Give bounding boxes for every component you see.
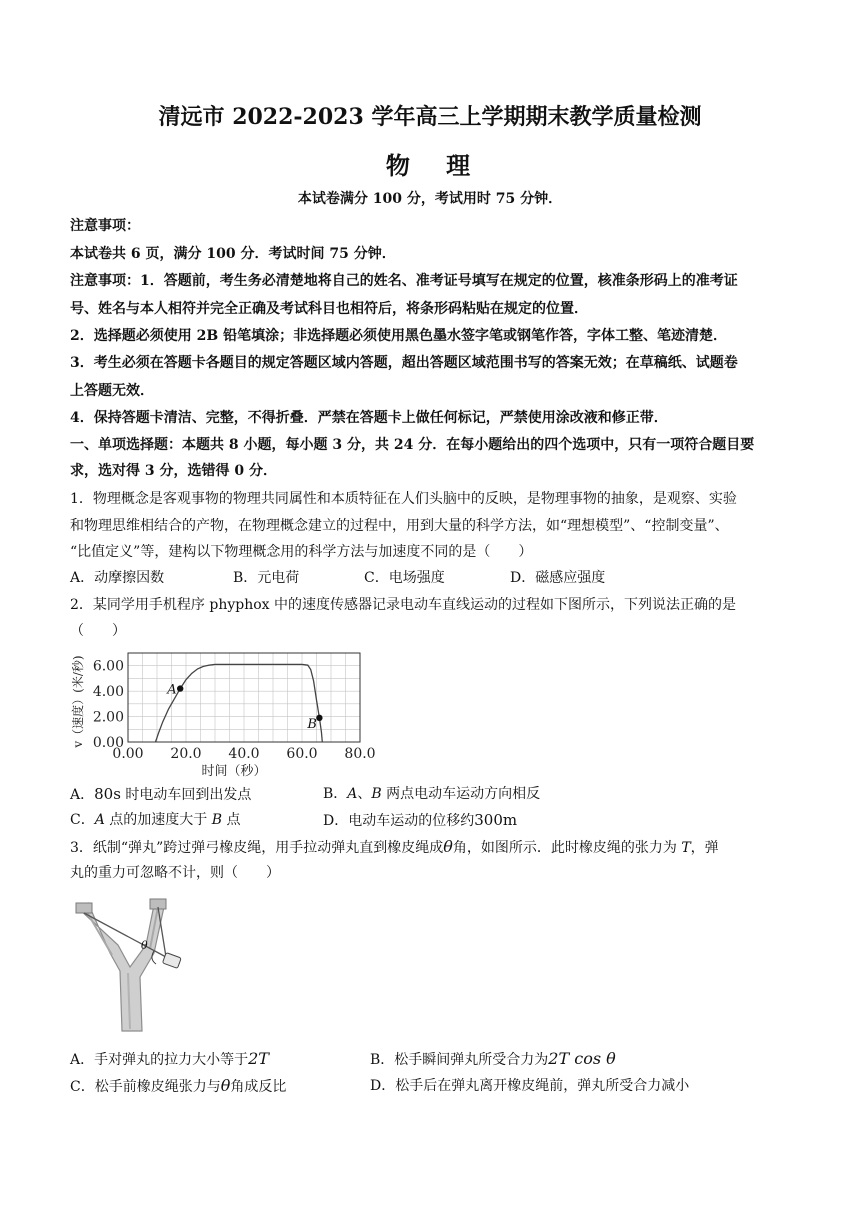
q3-option-c-theta: θ <box>220 1076 231 1095</box>
q2-option-b-text: 两点电动车运动方向相反 <box>381 786 541 802</box>
subject-title: 物 理 <box>385 151 485 180</box>
q2-option-c-point-b: B <box>211 812 223 828</box>
notice-item-2: 2．选择题必须使用 2B 铅笔填涂；非选择题必须使用黑色墨水签字笔或钢笔作答，字体工整、笔迹清楚． <box>70 328 728 344</box>
y-tick-label: 2.00 <box>92 709 124 726</box>
q1-option-a: A．动摩擦因数 <box>70 570 165 586</box>
notice-heading: 注意事项： <box>70 218 140 234</box>
q3-option-d: D．松手后在弹丸离开橡皮绳前，弹丸所受合力减小 <box>370 1078 690 1094</box>
velocity-time-chart-svg <box>70 645 390 780</box>
q3-option-a <box>70 1048 269 1071</box>
q2-option-b <box>323 783 540 805</box>
y-tick-label: 0.00 <box>92 735 124 751</box>
q3-line-1-post: ，弹 <box>690 840 719 856</box>
q3-line-2: 丸的重力可忽略不计，则（ ） <box>70 865 280 881</box>
q3-line-1-mid: 角，如图所示．此时橡皮绳的张力为 <box>452 840 682 856</box>
q3-option-c <box>70 1075 286 1098</box>
velocity-time-chart <box>70 645 390 780</box>
notice-item-4: 4．保持答题卡清洁、完整，不得折叠．严禁在答题卡上做任何标记，严禁使用涂改液和修正带． <box>70 410 668 426</box>
q2-option-d <box>323 809 517 832</box>
q3-option-a-value: 2T <box>248 1049 269 1068</box>
q2-option-c-text: 点 <box>222 812 241 828</box>
q2-option-a <box>70 783 251 806</box>
velocity-series-line <box>156 664 323 742</box>
notice-item-1b: 号、姓名与本人相符并完全正确及考试科目也相符后，将条形码粘贴在规定的位置． <box>70 301 588 317</box>
q3-option-b-value: 2T cos θ <box>548 1049 616 1068</box>
q1-line-3: “比值定义”等，建构以下物理概念用的科学方法与加速度不同的是（ ） <box>70 544 533 560</box>
q2-option-d-value: 300m <box>474 811 518 829</box>
point-a-marker <box>177 685 183 691</box>
point-b-label: B <box>307 716 317 732</box>
y-tick-label: 4.00 <box>92 684 124 701</box>
x-axis-label: 时间（秒） <box>201 764 267 779</box>
exam-title: 清远市 2022-2023 学年高三上学期期末教学质量检测 <box>158 104 702 130</box>
notice-item-3b: 上答题无效． <box>70 383 154 399</box>
q3-theta: θ <box>443 837 453 856</box>
q2-option-a-prefix: A． <box>70 787 95 803</box>
slingshot-figure <box>70 893 200 1035</box>
q3-option-b <box>370 1048 616 1071</box>
q1-line-2: 和物理思维相结合的产物，在物理概念建立的过程中，用到大量的科学方法，如“理想模型”、“控制变量”、 <box>70 518 729 534</box>
q2-option-c-prefix: C． <box>70 812 95 828</box>
q2-line-2: （ ） <box>70 623 126 639</box>
q3-option-c-pre: C．松手前橡皮绳张力与 <box>70 1079 221 1095</box>
q3-option-b-text: B．松手瞬间弹丸所受合力为 <box>370 1052 549 1068</box>
q2-option-b-point-b: B <box>371 786 382 802</box>
exam-note: 本试卷满分 100 分，考试用时 75 分钟． <box>297 191 563 207</box>
notice-item-1a: 注意事项：1．答题前，考生务必清楚地将自己的姓名、准考证号填写在规定的位置，核准条形码上的准考证 <box>70 273 738 289</box>
q2-option-c-point-a: A <box>94 812 105 828</box>
x-tick-label: 60.0 <box>286 746 318 762</box>
x-tick-label: 0.00 <box>112 746 144 762</box>
q2-option-c-mid: 点的加速度大于 <box>104 812 212 828</box>
y-tick-label: 6.00 <box>92 658 124 675</box>
q2-option-a-value: 80s <box>94 785 121 803</box>
q1-option-d: D．磁感应强度 <box>510 570 606 586</box>
x-tick-label: 80.0 <box>344 746 376 762</box>
q3-option-c-post: 角成反比 <box>230 1079 287 1095</box>
q2-option-b-point-a: A <box>347 786 358 802</box>
q1-line-1: 1．物理概念是客观事物的物理共同属性和本质特征在人们头脑中的反映，是物理事物的抽象，是观察、实验 <box>70 491 737 507</box>
q2-option-c <box>70 809 241 831</box>
q1-option-c: C．电场强度 <box>364 570 445 586</box>
q2-option-b-sep: 、 <box>357 786 372 802</box>
point-b-marker <box>316 715 322 721</box>
x-tick-label: 20.0 <box>170 746 202 762</box>
slingshot-illustration <box>70 893 200 1035</box>
q1-option-b: B．元电荷 <box>233 570 300 586</box>
point-a-label: A <box>167 682 177 698</box>
section1-line-2: 求，选对得 3 分，选错得 0 分． <box>70 463 277 479</box>
slingshot-theta-label: θ <box>141 939 148 952</box>
q3-tension-symbol: T <box>681 840 691 856</box>
q3-line-1-pre: 3．纸制“弹丸”跨过弹弓橡皮绳，用手拉动弹丸直到橡皮绳成 <box>70 840 444 856</box>
q2-option-d-text: D．电动车运动的位移约 <box>323 813 475 829</box>
q2-option-b-prefix: B． <box>323 786 348 802</box>
notice-item-3a: 3．考生必须在答题卡各题目的规定答题区域内答题，超出答题区域范围书写的答案无效；在草稿纸、试题卷 <box>70 355 738 371</box>
q2-line-1: 2．某同学用手机程序 phyphox 中的速度传感器记录电动车直线运动的过程如下图所示，下列说法正确的是 <box>70 597 736 613</box>
q3-line-1 <box>70 836 792 859</box>
section1-line-1: 一、单项选择题：本题共 8 小题，每小题 3 分，共 24 分．在每小题给出的四个选项中，只有一项符合题目要 <box>70 437 755 453</box>
notice-line-1: 本试卷共 6 页，满分 100 分．考试时间 75 分钟． <box>70 246 396 262</box>
q2-option-a-text: 时电动车回到出发点 <box>120 787 252 803</box>
x-tick-label: 40.0 <box>228 746 260 762</box>
q3-option-a-text: A．手对弹丸的拉力大小等于 <box>70 1052 249 1068</box>
y-axis-label: v（速度）(米/秒) <box>71 655 85 748</box>
